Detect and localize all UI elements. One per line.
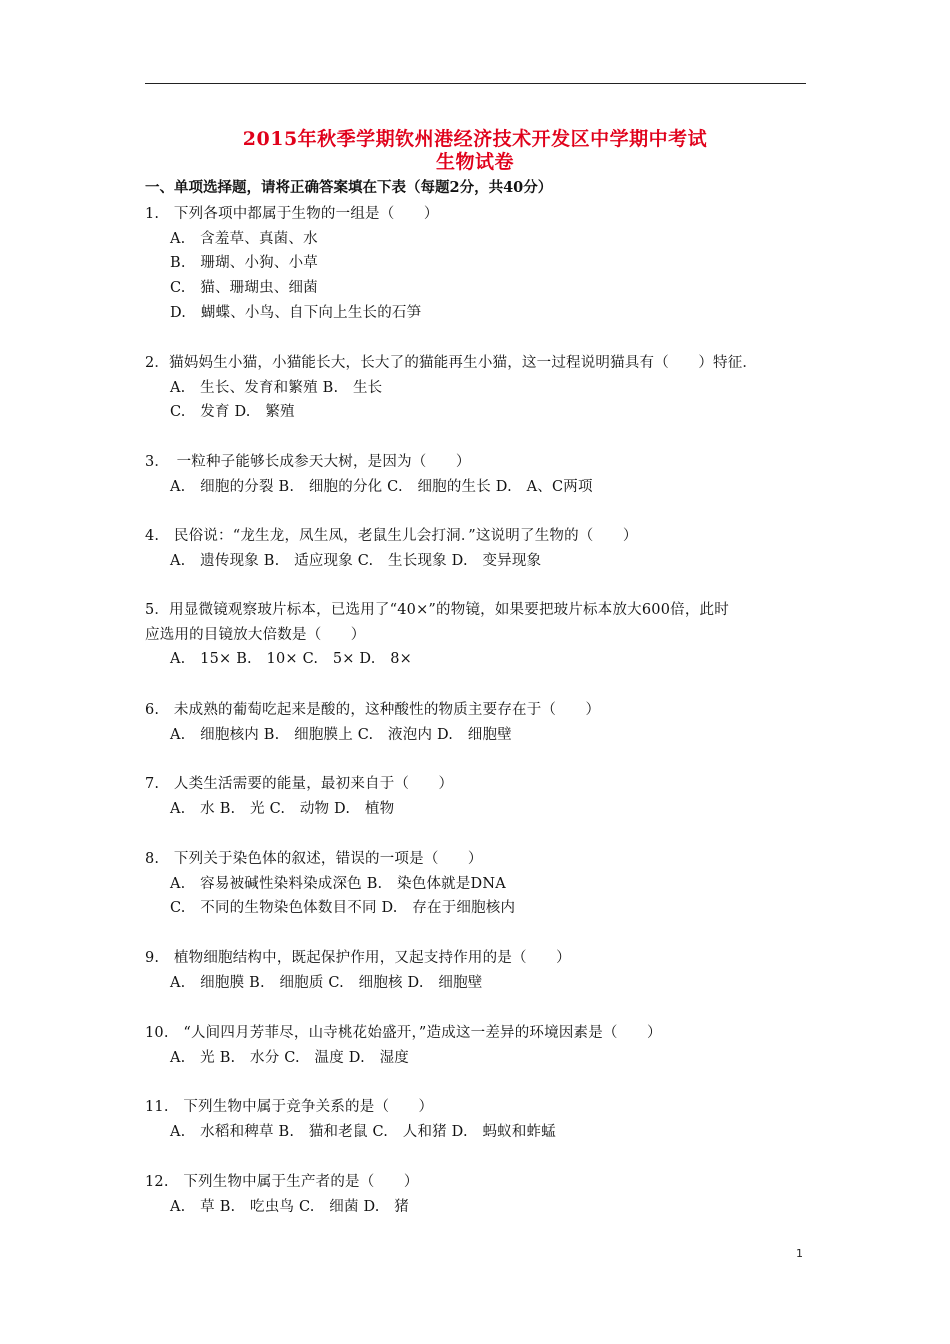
question-stem: 6. 未成熟的葡萄吃起来是酸的，这种酸性的物质主要存在于（ ） <box>145 702 601 718</box>
answer-option: A. 光 B. 水分 C. 温度 D. 湿度 <box>170 1049 409 1066</box>
question-6 <box>145 698 810 747</box>
question-stem: 3． 一粒种子能够长成参天大树，是因为（ ） <box>145 454 471 470</box>
question-stem: 12. 下列生物中属于生产者的是（ ） <box>145 1174 419 1190</box>
answer-option: A. 15× B. 10× C. 5× D. 8× <box>170 651 413 668</box>
answer-option: A. 细胞核内 B. 细胞膜上 C. 液泡内 D. 细胞壁 <box>170 726 512 743</box>
question-stem: 应选用的目镜放大倍数是（ ） <box>145 626 366 643</box>
header-rule <box>145 83 806 84</box>
answer-option: C. 猫、珊瑚虫、细菌 <box>170 280 318 297</box>
answer-option: A. 水稻和稗草 B. 猫和老鼠 C. 人和猪 D. 蚂蚁和蚱蜢 <box>170 1123 556 1140</box>
answer-option: A. 水 B. 光 C. 动物 D. 植物 <box>170 800 395 817</box>
question-2 <box>145 351 810 425</box>
question-7 <box>145 772 810 821</box>
question-12 <box>145 1170 810 1219</box>
exam-subtitle: 生物试卷 <box>435 151 514 173</box>
answer-option: D. 蝴蝶、小鸟、自下向上生长的石笋 <box>170 304 422 321</box>
answer-option: A. 草 B. 吃虫鸟 C. 细菌 D. 猪 <box>170 1198 409 1215</box>
answer-option: C. 发育 D. 繁殖 <box>170 404 295 421</box>
question-stem: 8. 下列关于染色体的叙述，错误的一项是（ ） <box>145 851 483 867</box>
answer-option: A. 含羞草、真菌、水 <box>170 230 318 247</box>
question-10 <box>145 1021 810 1070</box>
question-9 <box>145 946 810 995</box>
question-stem: 4. 民俗说：“龙生龙，凤生凤，老鼠生儿会打洞．”这说明了生物的（ ） <box>145 528 638 544</box>
page-number: 1 <box>796 1247 803 1260</box>
question-3 <box>145 450 810 499</box>
answer-option: A. 生长、发育和繁殖 B. 生长 <box>170 379 383 396</box>
answer-option: C. 不同的生物染色体数目不同 D. 存在于细胞核内 <box>170 900 516 917</box>
question-stem: 10. “人间四月芳菲尽，山寺桃花始盛开，”造成这一差异的环境因素是（ ） <box>145 1025 662 1041</box>
answer-option: A. 细胞的分裂 B. 细胞的分化 C. 细胞的生长 D. A、C两项 <box>170 478 593 495</box>
question-11 <box>145 1095 810 1144</box>
answer-option: A. 遗传现象 B. 适应现象 C. 生长现象 D. 变异现象 <box>170 552 542 569</box>
question-stem: 1. 下列各项中都属于生物的一组是（ ） <box>145 206 439 222</box>
section-heading: 一、单项选择题，请将正确答案填在下表（每题2分，共40分） <box>145 179 553 196</box>
question-stem: 9. 植物细胞结构中，既起保护作用，又起支持作用的是（ ） <box>145 950 571 966</box>
question-5 <box>145 598 810 672</box>
answer-option: A. 容易被碱性染料染成深色 B. 染色体就是DNA <box>170 875 506 892</box>
question-4 <box>145 524 810 573</box>
question-1 <box>145 202 810 326</box>
question-stem: 2．猫妈妈生小猫，小猫能长大，长大了的猫能再生小猫，这一过程说明猫具有（ ）特征． <box>145 355 758 371</box>
question-8 <box>145 847 810 921</box>
answer-option: B. 珊瑚、小狗、小草 <box>170 255 318 272</box>
answer-option: A. 细胞膜 B. 细胞质 C. 细胞核 D. 细胞壁 <box>170 974 483 991</box>
question-stem: 11. 下列生物中属于竞争关系的是（ ） <box>145 1099 434 1115</box>
question-stem: 5．用显微镜观察玻片标本，已选用了“40×”的物镜，如果要把玻片标本放大600倍，此时 <box>145 602 729 618</box>
exam-title: 2015年秋季学期钦州港经济技术开发区中学期中考试 <box>242 128 708 150</box>
question-stem: 7. 人类生活需要的能量，最初来自于（ ） <box>145 776 454 792</box>
